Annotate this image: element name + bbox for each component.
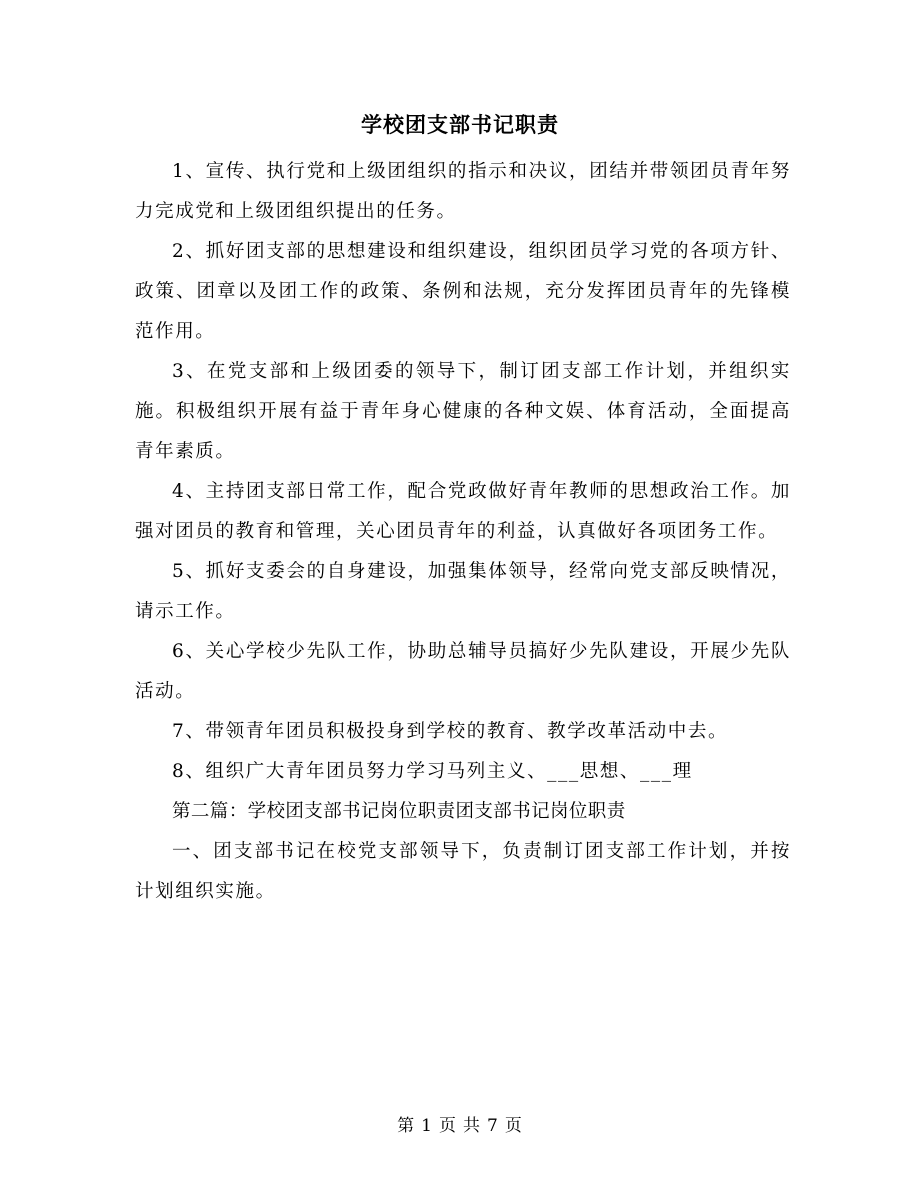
paragraph-8: 8、组织广大青年团员努力学习马列主义、___思想、___理 xyxy=(172,761,693,782)
section-heading: 第二篇：学校团支部书记岗位职责团支部书记岗位职责 xyxy=(172,801,626,822)
footer-current-page: 1 xyxy=(421,1116,433,1136)
footer-page-label: 页 xyxy=(439,1116,457,1136)
page-footer xyxy=(0,1114,920,1138)
footer-prefix: 第 xyxy=(397,1116,416,1136)
paragraph-4: 4、主持团支部日常工作，配合党政做好青年教师的思想政治工作。加强对团员的教育和管理，关心团员青年的利益，认真做好各项团务工作。 xyxy=(135,481,791,542)
paragraph-6: 6、关心学校少先队工作，协助总辅导员搞好少先队建设，开展少先队活动。 xyxy=(135,641,791,702)
paragraph-9: 一、团支部书记在校党支部领导下，负责制订团支部工作计划，并按计划组织实施。 xyxy=(135,841,791,902)
paragraph-7: 7、带领青年团员积极投身到学校的教育、教学改革活动中去。 xyxy=(172,721,729,742)
paragraph-5: 5、抓好支委会的自身建设，加强集体领导，经常向党支部反映情况，请示工作。 xyxy=(135,561,791,622)
paragraph-3: 3、在党支部和上级团委的领导下，制订团支部工作计划，并组织实施。积极组织开展有益于青年身心健康的各种文娱、体育活动，全面提高青年素质。 xyxy=(135,361,791,462)
document-title: 学校团支部书记职责 xyxy=(361,112,559,137)
paragraph-2: 2、抓好团支部的思想建设和组织建设，组织团员学习党的各项方针、政策、团章以及团工作的政策、条例和法规，充分发挥团员青年的先锋模范作用。 xyxy=(135,241,791,342)
footer-total-pages: 7 xyxy=(487,1116,499,1136)
document-body xyxy=(135,152,791,912)
footer-total-label: 共 xyxy=(463,1116,481,1136)
footer-suffix: 页 xyxy=(504,1116,523,1136)
paragraph-1: 1、宣传、执行党和上级团组织的指示和决议，团结并带领团员青年努力完成党和上级团组织提出的任务。 xyxy=(135,161,791,222)
